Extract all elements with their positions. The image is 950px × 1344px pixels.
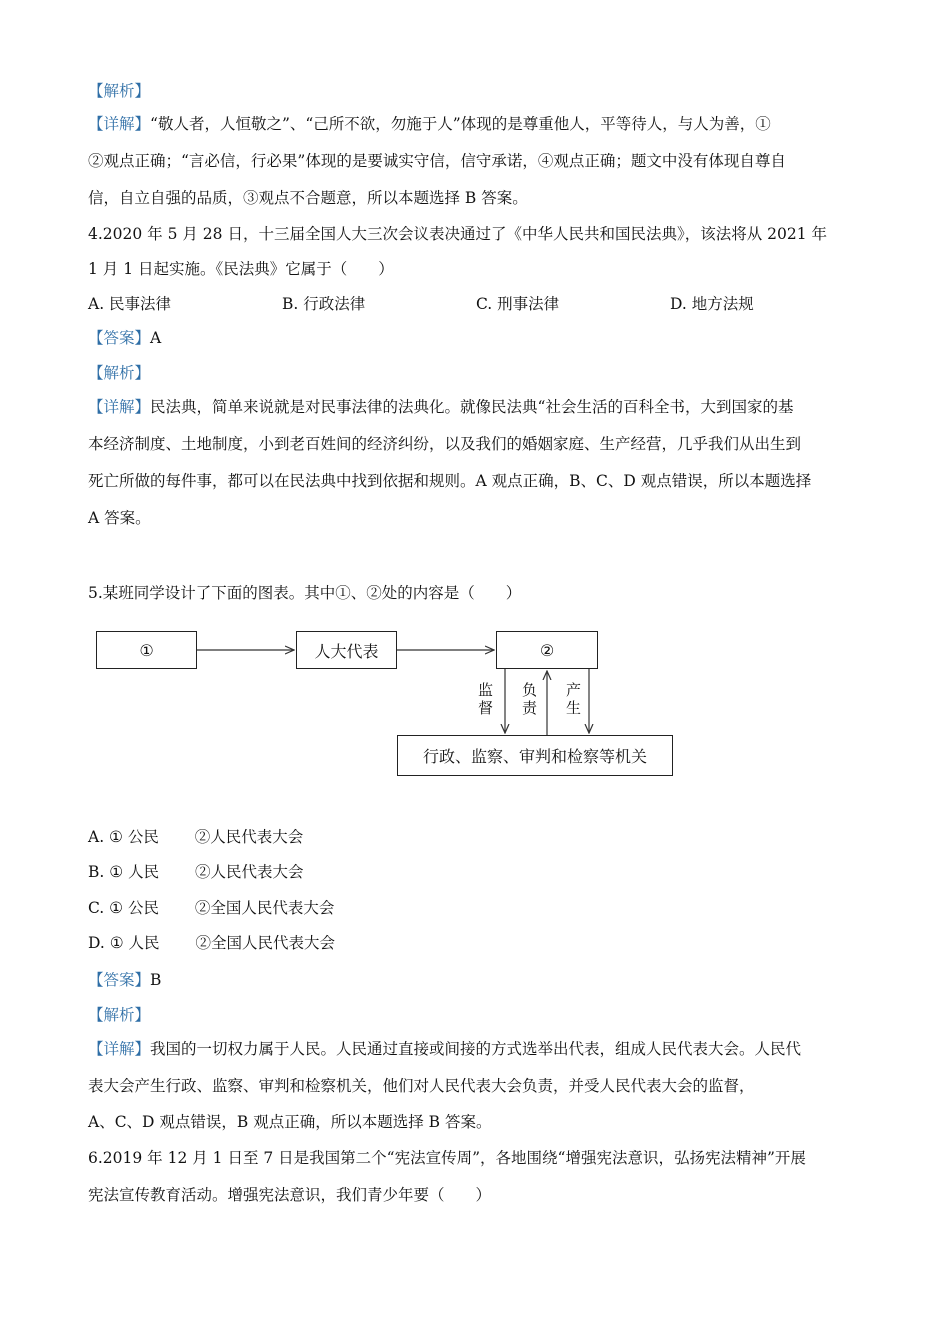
diagram-box-1: ① bbox=[96, 631, 197, 669]
detail-paragraph-line: 表大会产生行政、监察、审判和检察机关，他们对人民代表大会负责，并受人民代表大会的监督， bbox=[88, 1077, 755, 1095]
detail-text: 民法典，简单来说就是对民事法律的法典化。就像民法典“社会生活的百科全书，大到国家的基 bbox=[150, 398, 794, 416]
analysis-label: 【解析】 bbox=[88, 1006, 151, 1024]
analysis-label: 【解析】 bbox=[88, 364, 151, 382]
diagram-box-3: ② bbox=[496, 631, 598, 669]
answer-line bbox=[88, 970, 878, 990]
question-stem-line: 宪法宣传教育活动。增强宪法意识，我们青少年要（ ） bbox=[88, 1186, 492, 1204]
detail-label: 【详解】 bbox=[88, 115, 151, 133]
detail-label: 【详解】 bbox=[88, 398, 151, 416]
diagram-box-2: 人大代表 bbox=[296, 631, 397, 669]
question-stem-line: 1 月 1 日起实施。《民法典》它属于（ ） bbox=[88, 260, 394, 278]
detail-text: 我国的一切权力属于人民。人民通过直接或间接的方式选举出代表，组成人民代表大会。人民代 bbox=[150, 1040, 802, 1058]
detail-paragraph-line: ②观点正确；“言必信，行必果”体现的是要诚实守信，信守承诺，④观点正确；题文中没有体现自尊自 bbox=[88, 152, 786, 170]
answer-line bbox=[88, 328, 878, 348]
detail-paragraph-line: 信，自立自强的品质，③观点不合题意，所以本题选择 B 答案。 bbox=[88, 189, 528, 207]
detail-label: 【详解】 bbox=[88, 1040, 151, 1058]
diagram-box-4: 行政、监察、审判和检察等机关 bbox=[397, 735, 673, 776]
option-c: C. ① 公民 ②全国人民代表大会 bbox=[88, 899, 335, 917]
analysis-label: 【解析】 bbox=[88, 82, 151, 100]
option-d: D. 地方法规 bbox=[670, 295, 754, 313]
answer-value: A bbox=[150, 329, 162, 347]
label-responsible: 负责 bbox=[522, 681, 538, 717]
detail-paragraph-line bbox=[88, 114, 878, 134]
detail-text: “敬人者，人恒敬之”、“己所不欲，勿施于人”体现的是尊重他人，平等待人，与人为善，① bbox=[150, 115, 771, 133]
detail-paragraph-line bbox=[88, 397, 878, 417]
option-c: C. 刑事法律 bbox=[476, 295, 560, 313]
question-stem-line: 4.2020 年 5 月 28 日，十三届全国人大三次会议表决通过了《中华人民共和国民法典》，该法将从 2021 年 bbox=[88, 225, 828, 243]
detail-paragraph-line: 死亡所做的每件事，都可以在民法典中找到依据和规则。A 观点正确，B、C、D 观点错误，所以本题选择 bbox=[88, 472, 812, 490]
label-produce: 产生 bbox=[566, 681, 582, 717]
option-a: A. 民事法律 bbox=[88, 295, 172, 313]
option-d: D. ① 人民 ②全国人民代表大会 bbox=[88, 934, 335, 952]
answer-label: 【答案】 bbox=[88, 329, 151, 347]
detail-paragraph-line: A、C、D 观点错误，B 观点正确，所以本题选择 B 答案。 bbox=[88, 1113, 492, 1131]
option-a: A. ① 公民 ②人民代表大会 bbox=[88, 828, 304, 846]
detail-paragraph-line: 本经济制度、土地制度，小到老百姓间的经济纠纷，以及我们的婚姻家庭、生产经营，几乎我们从出生到 bbox=[88, 435, 802, 453]
question-stem-line: 6.2019 年 12 月 1 日至 7 日是我国第二个“宪法宣传周”，各地围绕“增强宪法意识，弘扬宪法精神”开展 bbox=[88, 1149, 806, 1167]
question-stem-line: 5.某班同学设计了下面的图表。其中①、②处的内容是（ ） bbox=[88, 584, 522, 602]
option-b: B. 行政法律 bbox=[282, 295, 366, 313]
answer-label: 【答案】 bbox=[88, 971, 151, 989]
detail-paragraph-line: A 答案。 bbox=[88, 509, 151, 527]
answer-value: B bbox=[150, 971, 162, 989]
option-b: B. ① 人民 ②人民代表大会 bbox=[88, 863, 304, 881]
label-supervise: 监督 bbox=[478, 681, 494, 717]
detail-paragraph-line bbox=[88, 1039, 878, 1059]
